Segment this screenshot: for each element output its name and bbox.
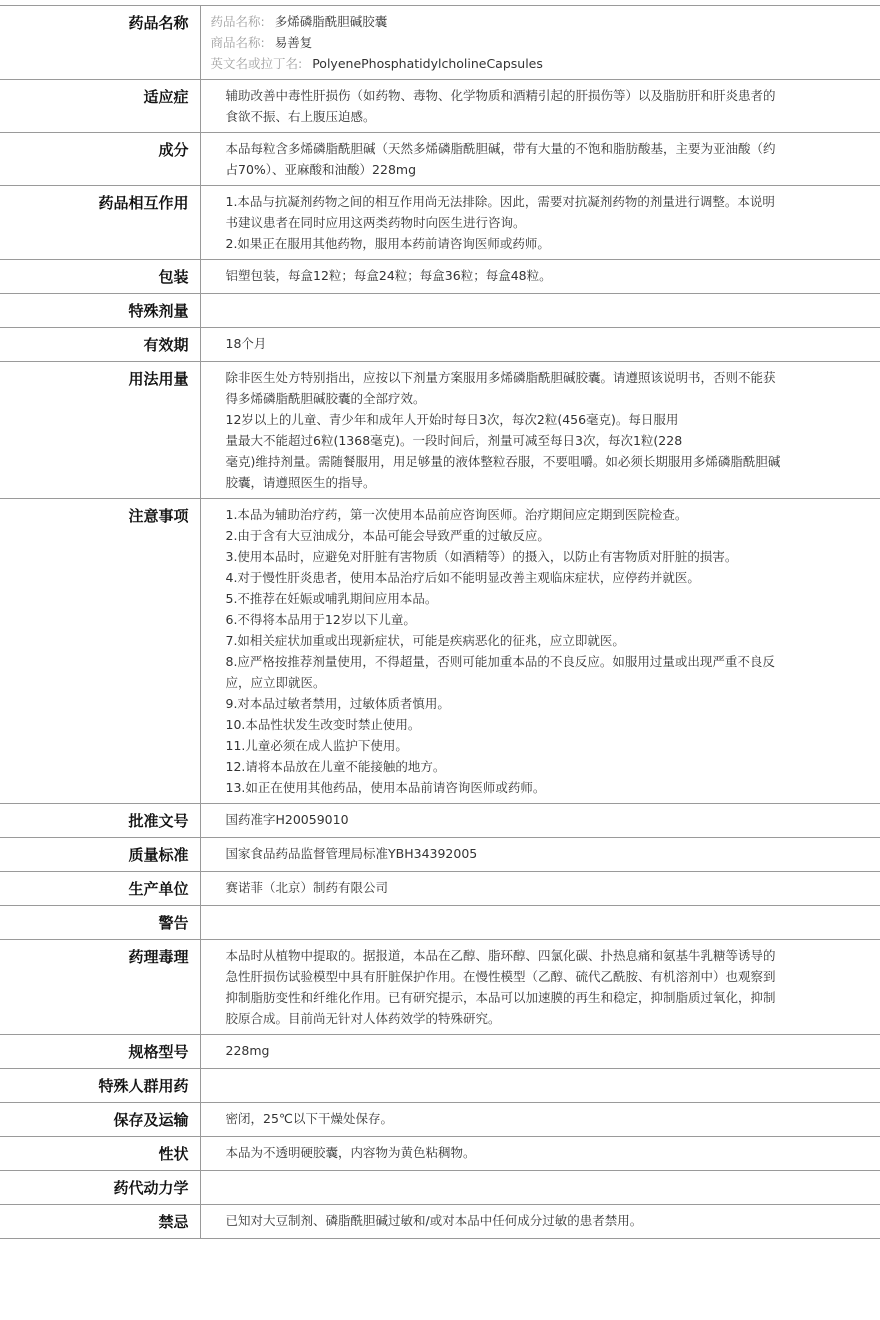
value-line: 13.如正在使用其他药品，使用本品前请咨询医师或药师。	[225, 780, 546, 795]
row-label: 有效期	[0, 328, 200, 362]
row-label: 规格型号	[0, 1035, 200, 1069]
row-label: 性状	[0, 1137, 200, 1171]
value-line: 本品为不透明硬胶囊，内容物为黄色粘稠物。	[225, 1145, 476, 1160]
row-shelf-life	[0, 328, 880, 362]
row-value	[200, 940, 880, 1035]
value-line: 国药准字H20059010	[225, 812, 349, 827]
row-special-dose	[0, 294, 880, 328]
row-label: 禁忌	[0, 1205, 200, 1239]
row-value	[200, 80, 880, 133]
trade-name-value: 易善复	[274, 35, 313, 50]
row-label: 适应症	[0, 80, 200, 133]
row-label: 生产单位	[0, 872, 200, 906]
drug-info-table-body	[0, 6, 880, 1239]
row-value	[200, 133, 880, 186]
row-ingredients	[0, 133, 880, 186]
value-line: 铝塑包装，每盒12粒；每盒24粒；每盒36粒；每盒48粒。	[225, 268, 552, 283]
value-line: 5.不推荐在妊娠或哺乳期间应用本品。	[225, 591, 438, 606]
row-contraindications	[0, 1205, 880, 1239]
row-label: 包装	[0, 260, 200, 294]
generic-name-line	[211, 11, 871, 32]
row-value	[200, 499, 880, 804]
row-indications	[0, 80, 880, 133]
row-value	[200, 260, 880, 294]
row-label: 药品相互作用	[0, 186, 200, 260]
row-value	[200, 328, 880, 362]
row-label: 警告	[0, 906, 200, 940]
value-line: 4.对于慢性肝炎患者，使用本品治疗后如不能明显改善主观临床症状，应停药并就医。	[225, 570, 700, 585]
row-appearance	[0, 1137, 880, 1171]
row-special-population	[0, 1069, 880, 1103]
value-line: 12岁以上的儿童、青少年和成年人开始时每日3次，每次2粒(456毫克)。每日服用	[225, 412, 679, 427]
value-line: 12.请将本品放在儿童不能接触的地方。	[225, 759, 446, 774]
row-label: 成分	[0, 133, 200, 186]
english-name-label: 英文名或拉丁名:	[210, 56, 303, 71]
value-line: 6.不得将本品用于12岁以下儿童。	[225, 612, 416, 627]
row-label: 特殊剂量	[0, 294, 200, 328]
generic-name-value: 多烯磷脂酰胆碱胶囊	[274, 14, 388, 29]
trade-name-line	[211, 32, 871, 53]
row-value	[200, 362, 880, 499]
trade-name-label: 商品名称:	[210, 35, 265, 50]
row-packaging	[0, 260, 880, 294]
row-warning	[0, 906, 880, 940]
row-label: 注意事项	[0, 499, 200, 804]
row-value	[200, 1171, 880, 1205]
row-dosage	[0, 362, 880, 499]
row-value	[200, 294, 880, 328]
value-line: 3.使用本品时，应避免对肝脏有害物质（如酒精等）的摄入，以防止有害物质对肝脏的损害。	[225, 549, 738, 564]
value-line: 辅助改善中毒性肝损伤（如药物、毒物、化学物质和酒精引起的肝损伤等）以及脂肪肝和肝炎患者的食欲不振、右上腹压迫感。	[225, 88, 776, 124]
value-line: 7.如相关症状加重或出现新症状，可能是疾病恶化的征兆，应立即就医。	[225, 633, 625, 648]
value-line: 9.对本品过敏者禁用，过敏体质者慎用。	[225, 696, 450, 711]
row-value	[200, 1035, 880, 1069]
english-name-value: PolyenePhosphatidylcholineCapsules	[312, 56, 543, 71]
row-value	[200, 1205, 880, 1239]
row-pharmacokinetics	[0, 1171, 880, 1205]
row-label: 保存及运输	[0, 1103, 200, 1137]
value-line: 2.如果正在服用其他药物，服用本药前请咨询医师或药师。	[225, 236, 550, 251]
row-value	[200, 186, 880, 260]
value-line: 量最大不能超过6粒(1368毫克)。一段时间后，剂量可减至每日3次，每次1粒(228	[225, 433, 683, 448]
row-precautions	[0, 499, 880, 804]
row-pharmacology	[0, 940, 880, 1035]
row-label: 药代动力学	[0, 1171, 200, 1205]
value-line: 赛诺菲（北京）制药有限公司	[225, 880, 389, 895]
row-value	[200, 838, 880, 872]
row-label: 药理毒理	[0, 940, 200, 1035]
value-line: 1.本品与抗凝剂药物之间的相互作用尚无法排除。因此，需要对抗凝剂药物的剂量进行调整。本说明书建议患者在同时应用这两类药物时向医生进行咨询。	[225, 194, 775, 230]
row-label-drug-names: 药品名称	[0, 6, 200, 80]
row-label: 批准文号	[0, 804, 200, 838]
row-quality-standard	[0, 838, 880, 872]
value-line: 228mg	[225, 1043, 270, 1058]
value-line: 1.本品为辅助治疗药，第一次使用本品前应咨询医师。治疗期间应定期到医院检查。	[225, 507, 688, 522]
row-value	[200, 872, 880, 906]
drug-info-table	[0, 5, 880, 1239]
row-specification	[0, 1035, 880, 1069]
value-line: 10.本品性状发生改变时禁止使用。	[225, 717, 421, 732]
generic-name-label: 药品名称:	[210, 14, 265, 29]
value-line: 本品时从植物中提取的。据报道，本品在乙醇、脂环醇、四氯化碳、扑热息痛和氨基牛乳糖等诱导的急性肝损伤试验模型中具有肝脏保护作用。在慢性模型（乙醇、硫代乙酰胺、有机溶剂中）也观察到抑制脂肪变性和纤维化作用。已有研究提示，本品可以加速膜的再生和稳定，抑制脂质过氧化，抑制胶原合成。目前尚无针对人体药效学的特殊研究。	[225, 948, 776, 1026]
value-line: 密闭，25℃以下干燥处保存。	[225, 1111, 393, 1126]
row-drug-names	[0, 6, 880, 80]
row-value-drug-names	[200, 6, 880, 80]
value-line: 除非医生处方特别指出，应按以下剂量方案服用多烯磷脂酰胆碱胶囊。请遵照该说明书，否则不能获得多烯磷脂酰胆碱胶囊的全部疗效。	[225, 370, 776, 406]
row-label: 用法用量	[0, 362, 200, 499]
row-value	[200, 1137, 880, 1171]
value-line: 8.应严格按推荐剂量使用，不得超量，否则可能加重本品的不良反应。如服用过量或出现严重不良反应，应立即就医。	[225, 654, 775, 690]
english-name-line	[211, 53, 871, 74]
value-line: 2.由于含有大豆油成分，本品可能会导致严重的过敏反应。	[225, 528, 550, 543]
value-line: 国家食品药品监督管理局标准YBH34392005	[225, 846, 478, 861]
value-line: 毫克)维持剂量。需随餐服用，用足够量的液体整粒吞服，不要咀嚼。如必须长期服用多烯磷脂酰胆碱胶囊，请遵照医生的指导。	[225, 454, 781, 490]
row-manufacturer	[0, 872, 880, 906]
row-storage	[0, 1103, 880, 1137]
row-label: 特殊人群用药	[0, 1069, 200, 1103]
row-label: 质量标准	[0, 838, 200, 872]
value-line: 本品每粒含多烯磷脂酰胆碱（天然多烯磷脂酰胆碱，带有大量的不饱和脂肪酸基，主要为亚油酸（约占70%）、亚麻酸和油酸）228mg	[225, 141, 776, 177]
row-value	[200, 804, 880, 838]
row-value	[200, 1069, 880, 1103]
row-approval	[0, 804, 880, 838]
value-line: 18个月	[225, 336, 267, 351]
row-value	[200, 906, 880, 940]
value-line: 已知对大豆制剂、磷脂酰胆碱过敏和/或对本品中任何成分过敏的患者禁用。	[225, 1213, 643, 1228]
row-value	[200, 1103, 880, 1137]
value-line: 11.儿童必须在成人监护下使用。	[225, 738, 408, 753]
row-interactions	[0, 186, 880, 260]
